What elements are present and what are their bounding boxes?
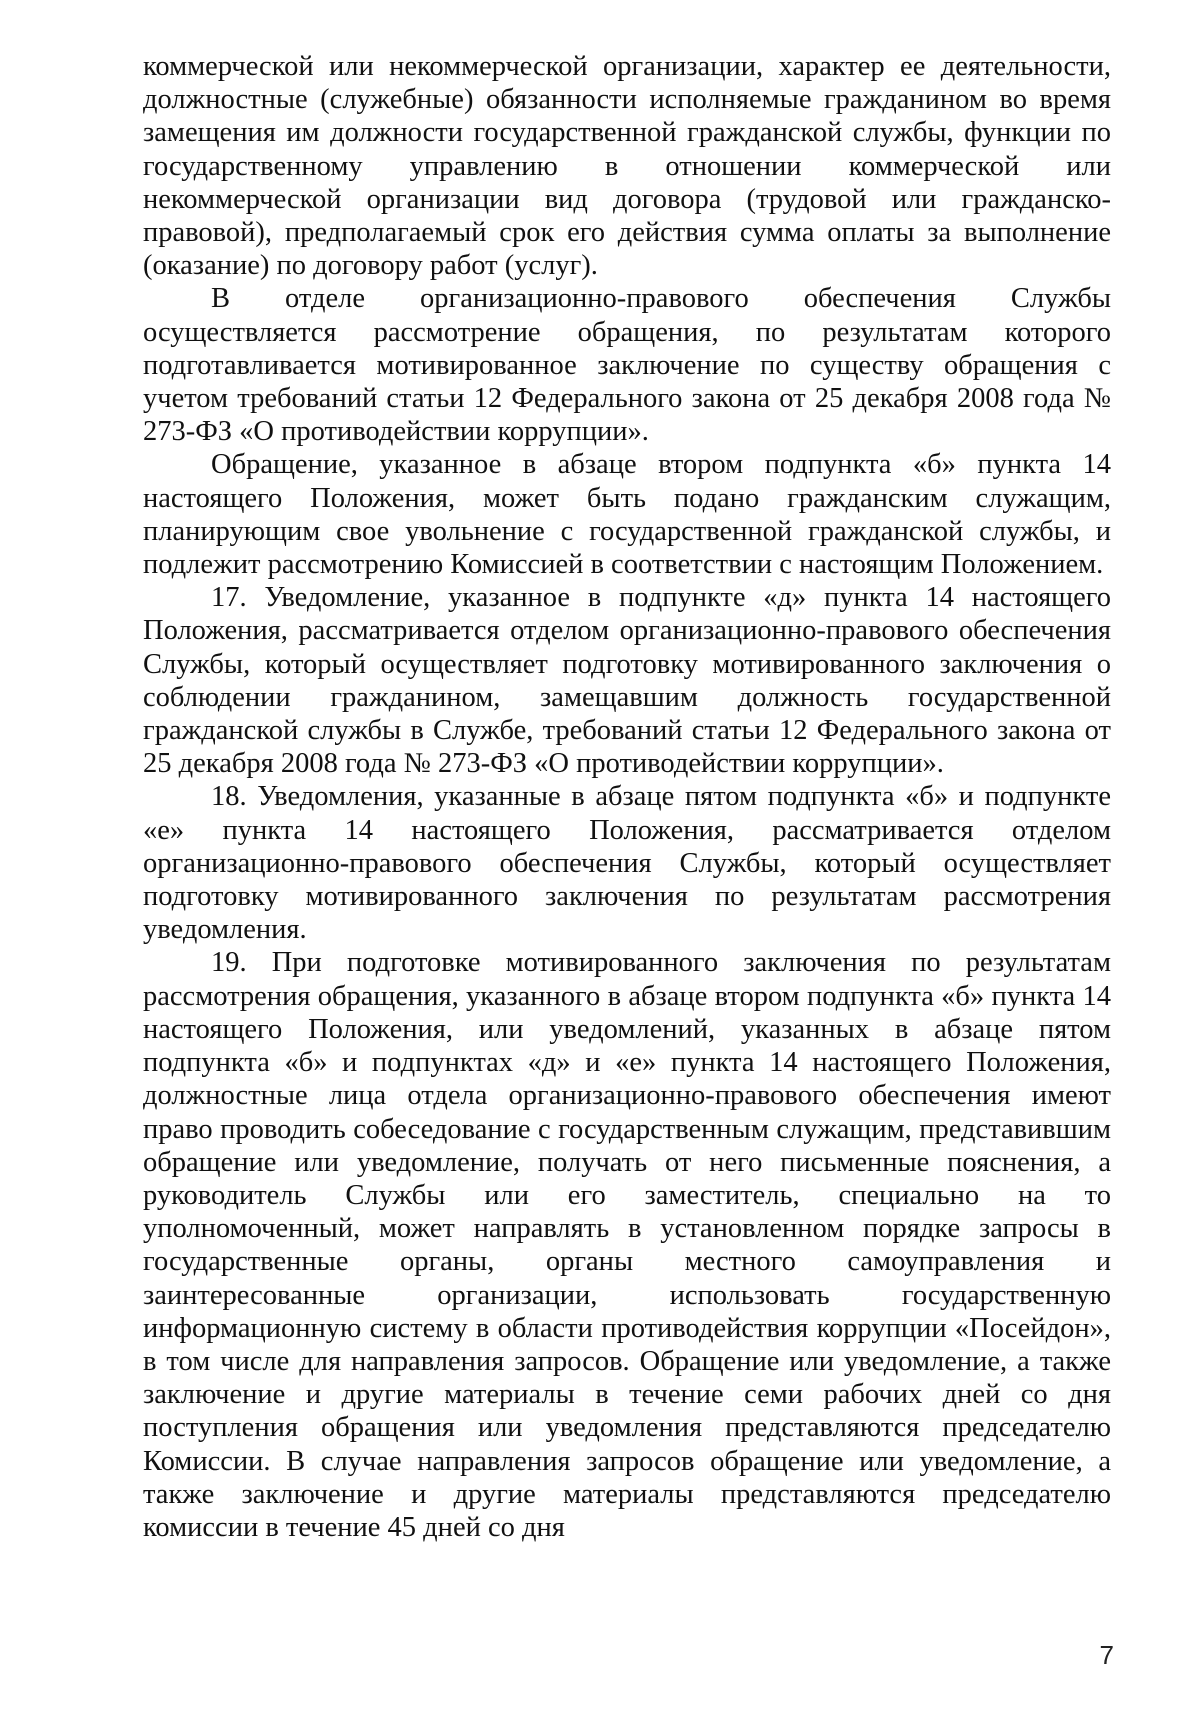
paragraph-continuation: коммерческой или некоммерческой организации, характер ее деятельности, должностные (служебные) обязанности исполняемые гражданином во время замещения им должности государственной гражданской службы, функции по государственному управлению в отношении коммерческой или некоммерческой организации вид договора (трудовой или гражданско-правовой), предполагаемый срок его действия сумма оплаты за выполнение (оказание) по договору работ (услуг). (143, 51, 1111, 282)
document-body (143, 50, 1111, 1544)
paragraph-item-17: 17. Уведомление, указанное в подпункте «д» пункта 14 настоящего Положения, рассматривается отделом организационно-правового обеспечения Службы, который осуществляет подготовку мотивированного заключения о соблюдении гражданином, замещавшим должность государственной гражданской службы в Службе, требований статьи 12 Федерального закона от 25 декабря 2008 года № 273-ФЗ «О противодействии коррупции». (143, 582, 1111, 780)
paragraph-item-19: 19. При подготовке мотивированного заключения по результатам рассмотрения обращения, указанного в абзаце втором подпункта «б» пункта 14 настоящего Положения, или уведомлений, указанных в абзаце пятом подпункта «б» и подпунктах «д» и «е» пункта 14 настоящего Положения, должностные лица отдела организационно-правового обеспечения имеют право проводить собеседование с государственным служащим, представившим обращение или уведомление, получать от него письменные пояснения, а руководитель Службы или его заместитель, специально на то уполномоченный, может направлять в установленном порядке запросы в государственные органы, органы местного самоуправления и заинтересованные организации, использовать государственную информационную систему в области противодействия коррупции «Посейдон», в том числе для направления запросов. Обращение или уведомление, а также заключение и другие материалы в течение семи рабочих дней со дня поступления обращения или уведомления представляются председателю Комиссии. В случае направления запросов обращение или уведомление, а также заключение и другие материалы представляются председателю комиссии в течение 45 дней со дня (143, 947, 1111, 1543)
page-number: 7 (1099, 1640, 1114, 1670)
paragraph-department-review: В отделе организационно-правового обеспечения Службы осуществляется рассмотрение обращения, по результатам которого подготавливается мотивированное заключение по существу обращения с учетом требований статьи 12 Федерального закона от 25 декабря 2008 года № 273-ФЗ «О противодействии коррупции». (143, 283, 1111, 448)
paragraph-appeal-submission: Обращение, указанное в абзаце втором подпункта «б» пункта 14 настоящего Положения, может быть подано гражданским служащим, планирующим свое увольнение с государственной гражданской службы, и подлежит рассмотрению Комиссией в соответствии с настоящим Положением. (143, 449, 1111, 581)
paragraph-item-18: 18. Уведомления, указанные в абзаце пятом подпункта «б» и подпункте «е» пункта 14 настоящего Положения, рассматривается отделом организационно-правового обеспечения Службы, который осуществляет подготовку мотивированного заключения по результатам рассмотрения уведомления. (143, 781, 1111, 946)
